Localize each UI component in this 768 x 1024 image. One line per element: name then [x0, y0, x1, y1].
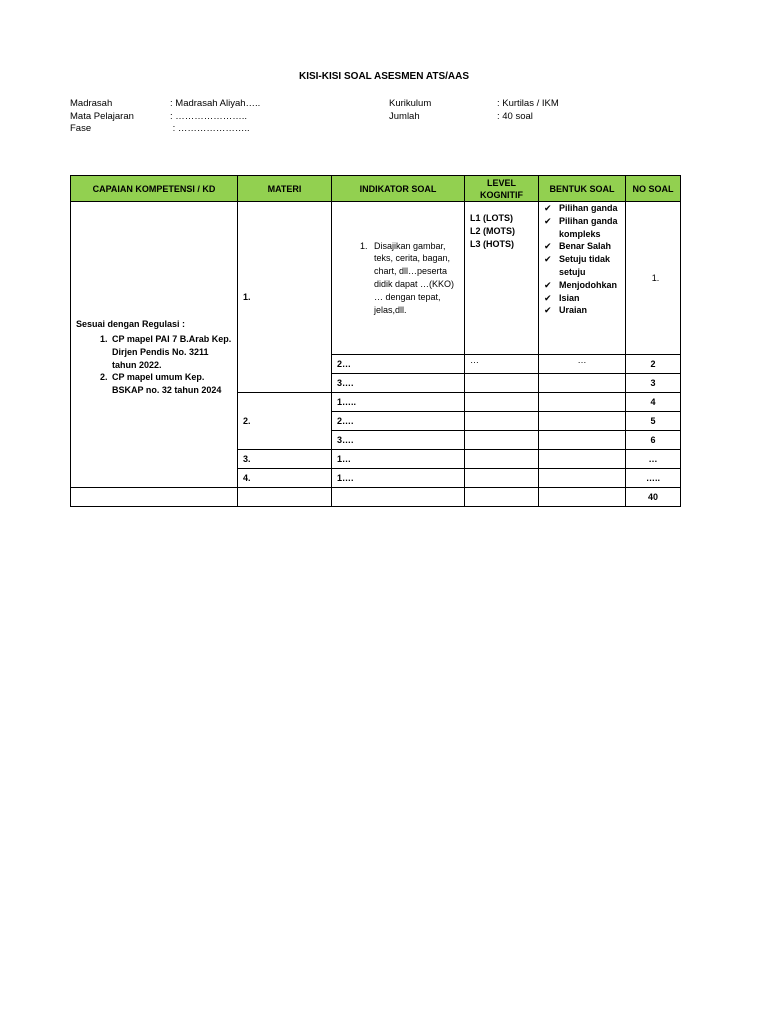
meta-value: : …………………..: [170, 110, 248, 122]
bentuk-cell: [539, 412, 626, 431]
meta-left: [70, 98, 260, 136]
meta-label: Fase: [70, 123, 92, 134]
header-level: LEVEL KOGNITIF: [465, 176, 539, 202]
bentuk-cell: [539, 374, 626, 393]
indikator-cell: 2….: [332, 412, 465, 431]
check-icon: ✔: [544, 215, 552, 226]
meta-value: : Madrasah Aliyah…..: [170, 98, 261, 109]
header-no-soal: NO SOAL: [626, 176, 681, 202]
level-cell: …: [465, 355, 539, 374]
meta-label: Jumlah: [389, 110, 420, 122]
check-icon: ✔: [544, 292, 552, 303]
meta-right: [389, 98, 559, 123]
meta-value: : …………………..: [170, 123, 250, 134]
no-soal-cell: …: [626, 450, 681, 469]
bentuk-cell: [539, 393, 626, 412]
meta-label: Mata Pelajaran: [70, 110, 134, 122]
level-cell: [465, 412, 539, 431]
materi-cell: 4.: [238, 469, 332, 488]
header-bentuk: BENTUK SOAL: [539, 176, 626, 202]
check-icon: ✔: [544, 305, 552, 316]
check-icon: ✔: [544, 203, 552, 213]
indikator-cell: 1…..: [332, 393, 465, 412]
level-item: L1 (LOTS): [470, 213, 513, 223]
meta-row-madrasah: [70, 98, 260, 111]
indikator-item: 1. Disajikan gambar, teks, cerita, bagan, chart, dll…peserta didik dapat …(KKO) … dengan tepat, jelas,dll.: [370, 240, 460, 317]
bentuk-label: Uraian: [559, 305, 588, 316]
bentuk-item: [544, 215, 622, 241]
bentuk-label: Benar Salah: [559, 241, 612, 252]
bentuk-label: Setuju tidak setuju: [559, 254, 611, 277]
level-cell: [465, 374, 539, 393]
materi-cell: 1.: [238, 202, 332, 393]
bentuk-label: Pilihan ganda: [559, 203, 618, 213]
cp-item: 2. CP mapel umum Kep. BSKAP no. 32 tahun 2024: [110, 371, 232, 397]
indikator-cell: 2…: [332, 355, 465, 374]
no-soal-cell: 3: [626, 374, 681, 393]
meta-value: : Kurtilas / IKM: [497, 98, 559, 109]
level-cell: [465, 431, 539, 450]
table-header-row: [71, 176, 681, 202]
level-cell: [465, 469, 539, 488]
cp-list: [76, 333, 232, 397]
level-item: L3 (HOTS): [470, 239, 514, 249]
bentuk-cell: …: [539, 355, 626, 374]
bentuk-cell: [539, 450, 626, 469]
bentuk-cell: [539, 431, 626, 450]
bentuk-item: [544, 304, 622, 317]
cp-cell: [71, 202, 238, 488]
table-row: [71, 202, 681, 355]
table-row-total: [71, 488, 681, 507]
indikator-cell: [332, 202, 465, 355]
indikator-cell: 3….: [332, 431, 465, 450]
no-soal-cell: 1.: [626, 202, 681, 355]
bentuk-label: Isian: [559, 292, 580, 303]
cp-heading: Sesuai dengan Regulasi :: [76, 319, 186, 330]
meta-row-jumlah: [389, 111, 559, 124]
cp-item: 1. CP mapel PAI 7 B.Arab Kep. Dirjen Pendis No. 3211 tahun 2022.: [110, 333, 232, 371]
bentuk-item: [544, 279, 622, 292]
check-icon: ✔: [544, 241, 552, 252]
header-materi: MATERI: [238, 176, 332, 202]
document-title: KISI-KISI SOAL ASESMEN ATS/AAS: [298, 71, 470, 82]
no-soal-cell: …..: [626, 469, 681, 488]
meta-label: Kurikulum: [389, 98, 432, 109]
bentuk-label: Menjodohkan: [559, 279, 617, 290]
blank-cell: [71, 488, 238, 507]
bentuk-cell: [539, 202, 626, 355]
no-soal-cell: 6: [626, 431, 681, 450]
bentuk-list: [544, 202, 622, 317]
indikator-cell: 3….: [332, 374, 465, 393]
total-soal-cell: 40: [626, 488, 681, 507]
meta-row-kurikulum: [389, 98, 559, 111]
kisi-kisi-table: [70, 175, 681, 507]
meta-label: Madrasah: [70, 98, 113, 109]
meta-row-fase: [70, 123, 260, 136]
indikator-cell: 1….: [332, 469, 465, 488]
level-cell: [465, 202, 539, 355]
materi-cell: 2.: [238, 393, 332, 450]
header-cp: CAPAIAN KOMPETENSI / KD: [71, 176, 238, 202]
no-soal-cell: 4: [626, 393, 681, 412]
meta-value: : 40 soal: [497, 110, 533, 122]
bentuk-item: [544, 202, 622, 215]
indikator-list: [336, 240, 460, 317]
indikator-cell: [332, 488, 465, 507]
no-soal-cell: 5: [626, 412, 681, 431]
meta-row-mata-pelajaran: [70, 111, 260, 124]
indikator-cell: 1…: [332, 450, 465, 469]
level-item: L2 (MOTS): [470, 226, 515, 236]
bentuk-item: [544, 240, 622, 253]
header-indikator: INDIKATOR SOAL: [332, 176, 465, 202]
level-cell: [465, 393, 539, 412]
materi-cell: [238, 488, 332, 507]
level-cell: [465, 488, 539, 507]
check-icon: ✔: [544, 279, 552, 290]
no-soal-cell: 2: [626, 355, 681, 374]
level-cell: [465, 450, 539, 469]
materi-cell: 3.: [238, 450, 332, 469]
bentuk-item: [544, 292, 622, 305]
check-icon: ✔: [544, 254, 552, 265]
bentuk-cell: [539, 469, 626, 488]
bentuk-item: [544, 253, 622, 279]
bentuk-label: Pilihan ganda kompleks: [559, 215, 618, 239]
bentuk-cell: [539, 488, 626, 507]
